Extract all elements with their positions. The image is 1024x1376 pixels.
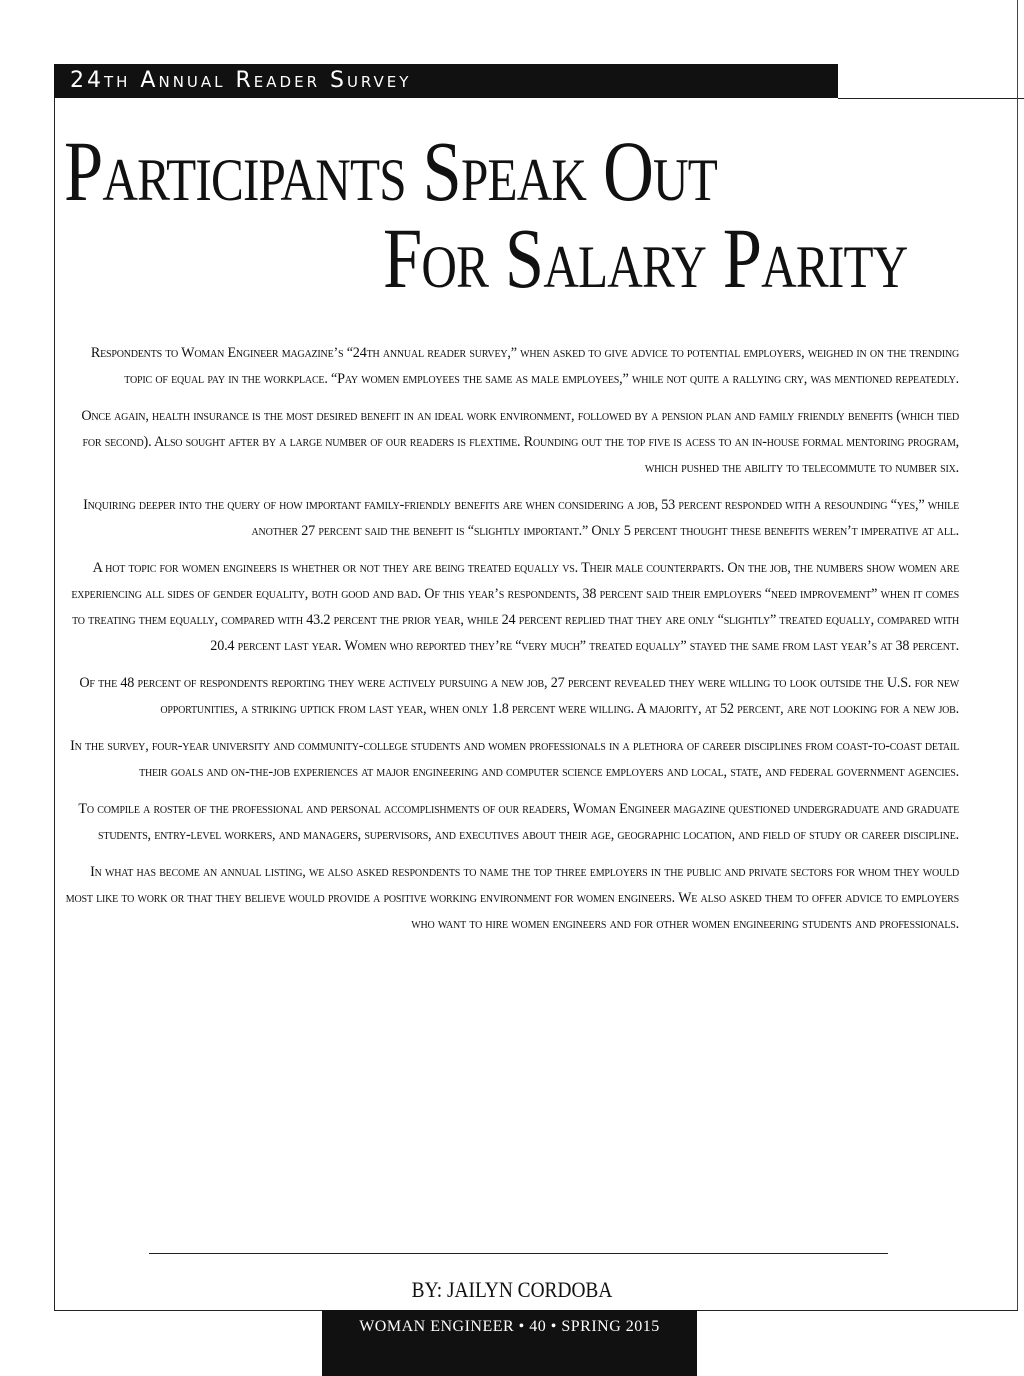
article-paragraph: A hot topic for women engineers is whether or not they are being treated equally vs. Their male counterparts. On the job, the numbers show women are experiencing all sides of gender equality, both good and bad. Of this year’s respondents, 38 percent said their employers “need improvement” when it comes to treating them equally, compared with 43.2 percent the prior year, while 24 percent replied that they are only “slightly” treated equally, compared with 20.4 percent last year. Women who reported they’re “very much” treated equally” stayed the same from last year’s at 38 percent. [71,560,959,654]
article-paragraph: In what has become an annual listing, we also asked respondents to name the top three employers in the public and private sectors for whom they would most like to work or that they believe would provide a positive working environment for women engineers. We also asked them to offer advice to employers who want to hire women engineers and for other women engineering students and professionals. [65,864,959,932]
article-body [64,340,959,948]
frame-line-right [1017,0,1018,1310]
article-paragraph: Inquiring deeper into the query of how important family-friendly benefits are when considering a job, 53 percent responded with a resounding “yes,” while another 27 percent said the benefit is “slightly important.” Only 5 percent thought these benefits weren’t imperative at all. [83,497,959,539]
article-paragraph: In the survey, four-year university and community-college students and women professionals in a plethora of career disciplines from coast-to-coast detail their goals and on-the-job experiences at major engineering and computer science employers and local, state, and federal government agencies. [70,738,959,780]
headline-line-1: Participants Speak Out [64,123,718,219]
page-footer-folio: WOMAN ENGINEER • 40 • SPRING 2015 [322,1310,697,1376]
headline-line-2: For Salary Parity [383,210,908,306]
frame-line-top [838,98,1024,99]
article-paragraph: To compile a roster of the professional and personal accomplishments of our readers, Woman Engineer magazine questioned undergraduate and graduate students, entry-level workers, and managers, supervisors, and executives about their age, geographic location, and field of study or career discipline. [78,801,959,843]
article-paragraph: Once again, health insurance is the most desired benefit in an ideal work environment, followed by a pension plan and family friendly benefits (which tied for second). Also sought after by a large number of our readers is flextime. Rounding out the top five is acess to an in-house formal mentoring program, which pushed the ability to telecommute to number six. [81,408,959,476]
frame-line-bottom-left [54,1310,322,1311]
byline-divider [149,1253,888,1254]
article-paragraph: Respondents to Woman Engineer magazine’s “24th annual reader survey,” when asked to give advice to potential employers, weighed in on the trending topic of equal pay in the workplace. “Pay women employees the same as male employees,” while not quite a rallying cry, was mentioned repeatedly. [90,345,959,387]
byline: BY: JAILYN CORDOBA [411,1277,613,1302]
frame-line-left [54,98,55,1310]
section-header-bar: 24th Annual Reader Survey [54,64,838,98]
frame-line-bottom-right [697,1310,1018,1311]
article-paragraph: Of the 48 percent of respondents reporting they were actively pursuing a new job, 27 percent revealed they were willing to look outside the U.S. for new opportunities, a striking uptick from last year, when only 1.8 percent were willing. A majority, at 52 percent, are not looking for a new job. [79,675,959,717]
